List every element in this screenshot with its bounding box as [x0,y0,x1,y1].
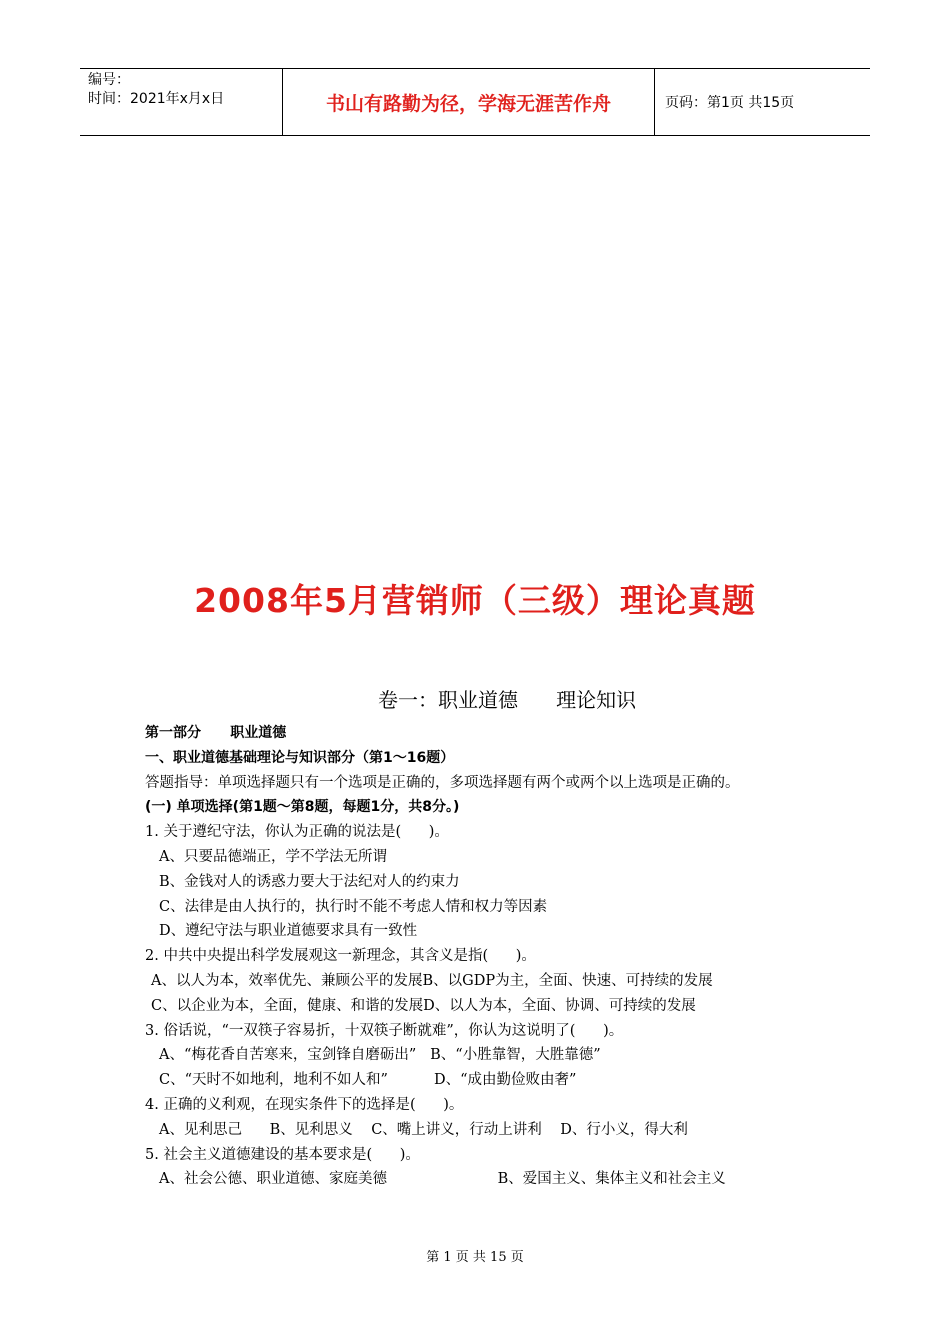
page-footer: 第 1 页 共 15 页 [426,1250,524,1265]
question-1-option-b: B、金钱对人的诱惑力要大于法纪对人的约束力 [159,873,460,890]
question-4: 4. 正确的义利观，在现实条件下的选择是( )。 [145,1096,464,1113]
question-2-options-cd: C、以企业为本，全面，健康、和谐的发展D、以人为本，全面、协调、可持续的发展 [151,997,696,1014]
question-5: 5. 社会主义道德建设的基本要求是( )。 [145,1146,420,1163]
question-5-options-ab: A、社会公德、职业道德、家庭美德 B、爱国主义、集体主义和社会主义 [159,1171,726,1188]
time-label: 时间：2021年x月x日 [88,91,225,107]
header-table [80,68,870,136]
document-subtitle: 卷一：职业道德 理论知识 [378,688,637,712]
question-2-options-ab: A、以人为本，效率优先、兼顾公平的发展B、以GDP为主，全面、快速、可持续的发展 [151,972,713,989]
question-1: 1. 关于遵纪守法，你认为正确的说法是( )。 [145,824,449,841]
number-label: 编号： [88,72,130,88]
document-body [145,721,825,1192]
question-2: 2. 中共中央提出科学发展观这一新理念，其含义是指( )。 [145,948,536,965]
document-title: 2008年5月营销师（三级）理论真题 [194,581,756,620]
question-1-option-d: D、遵纪守法与职业道德要求具有一致性 [159,923,418,940]
question-1-option-c: C、法律是由人执行的，执行时不能不考虑人情和权力等因素 [159,898,548,915]
question-3: 3. 俗话说，“一双筷子容易折，十双筷子断就难”，你认为这说明了( )。 [145,1022,624,1039]
question-3-options-cd: C、“天时不如地利，地利不如人和” D、“成由勤俭败由奢” [159,1072,577,1089]
header-meta-cell [80,69,283,135]
question-1-option-a: A、只要品德端正，学不学法无所谓 [159,848,387,865]
question-3-options-ab: A、“梅花香自苦寒来，宝剑锋自磨砺出” B、“小胜靠智，大胜靠德” [159,1047,601,1064]
part-heading: 第一部分 职业道德 [145,725,287,741]
instruction-text: 答题指导：单项选择题只有一个选项是正确的，多项选择题有两个或两个以上选项是正确的。 [145,774,740,791]
question-4-options: A、见利思己 B、见利思义 C、嘴上讲义，行动上讲利 D、行小义，得大利 [159,1121,688,1138]
subsection-heading: (一) 单项选择(第1题～第8题，每题1分，共8分。) [145,799,460,816]
section-heading: 一、职业道德基础理论与知识部分（第1～16题） [145,749,455,766]
page-info: 页码：第1页 共15页 [665,95,795,111]
motto: 书山有路勤为径，学海无涯苦作舟 [283,69,655,135]
